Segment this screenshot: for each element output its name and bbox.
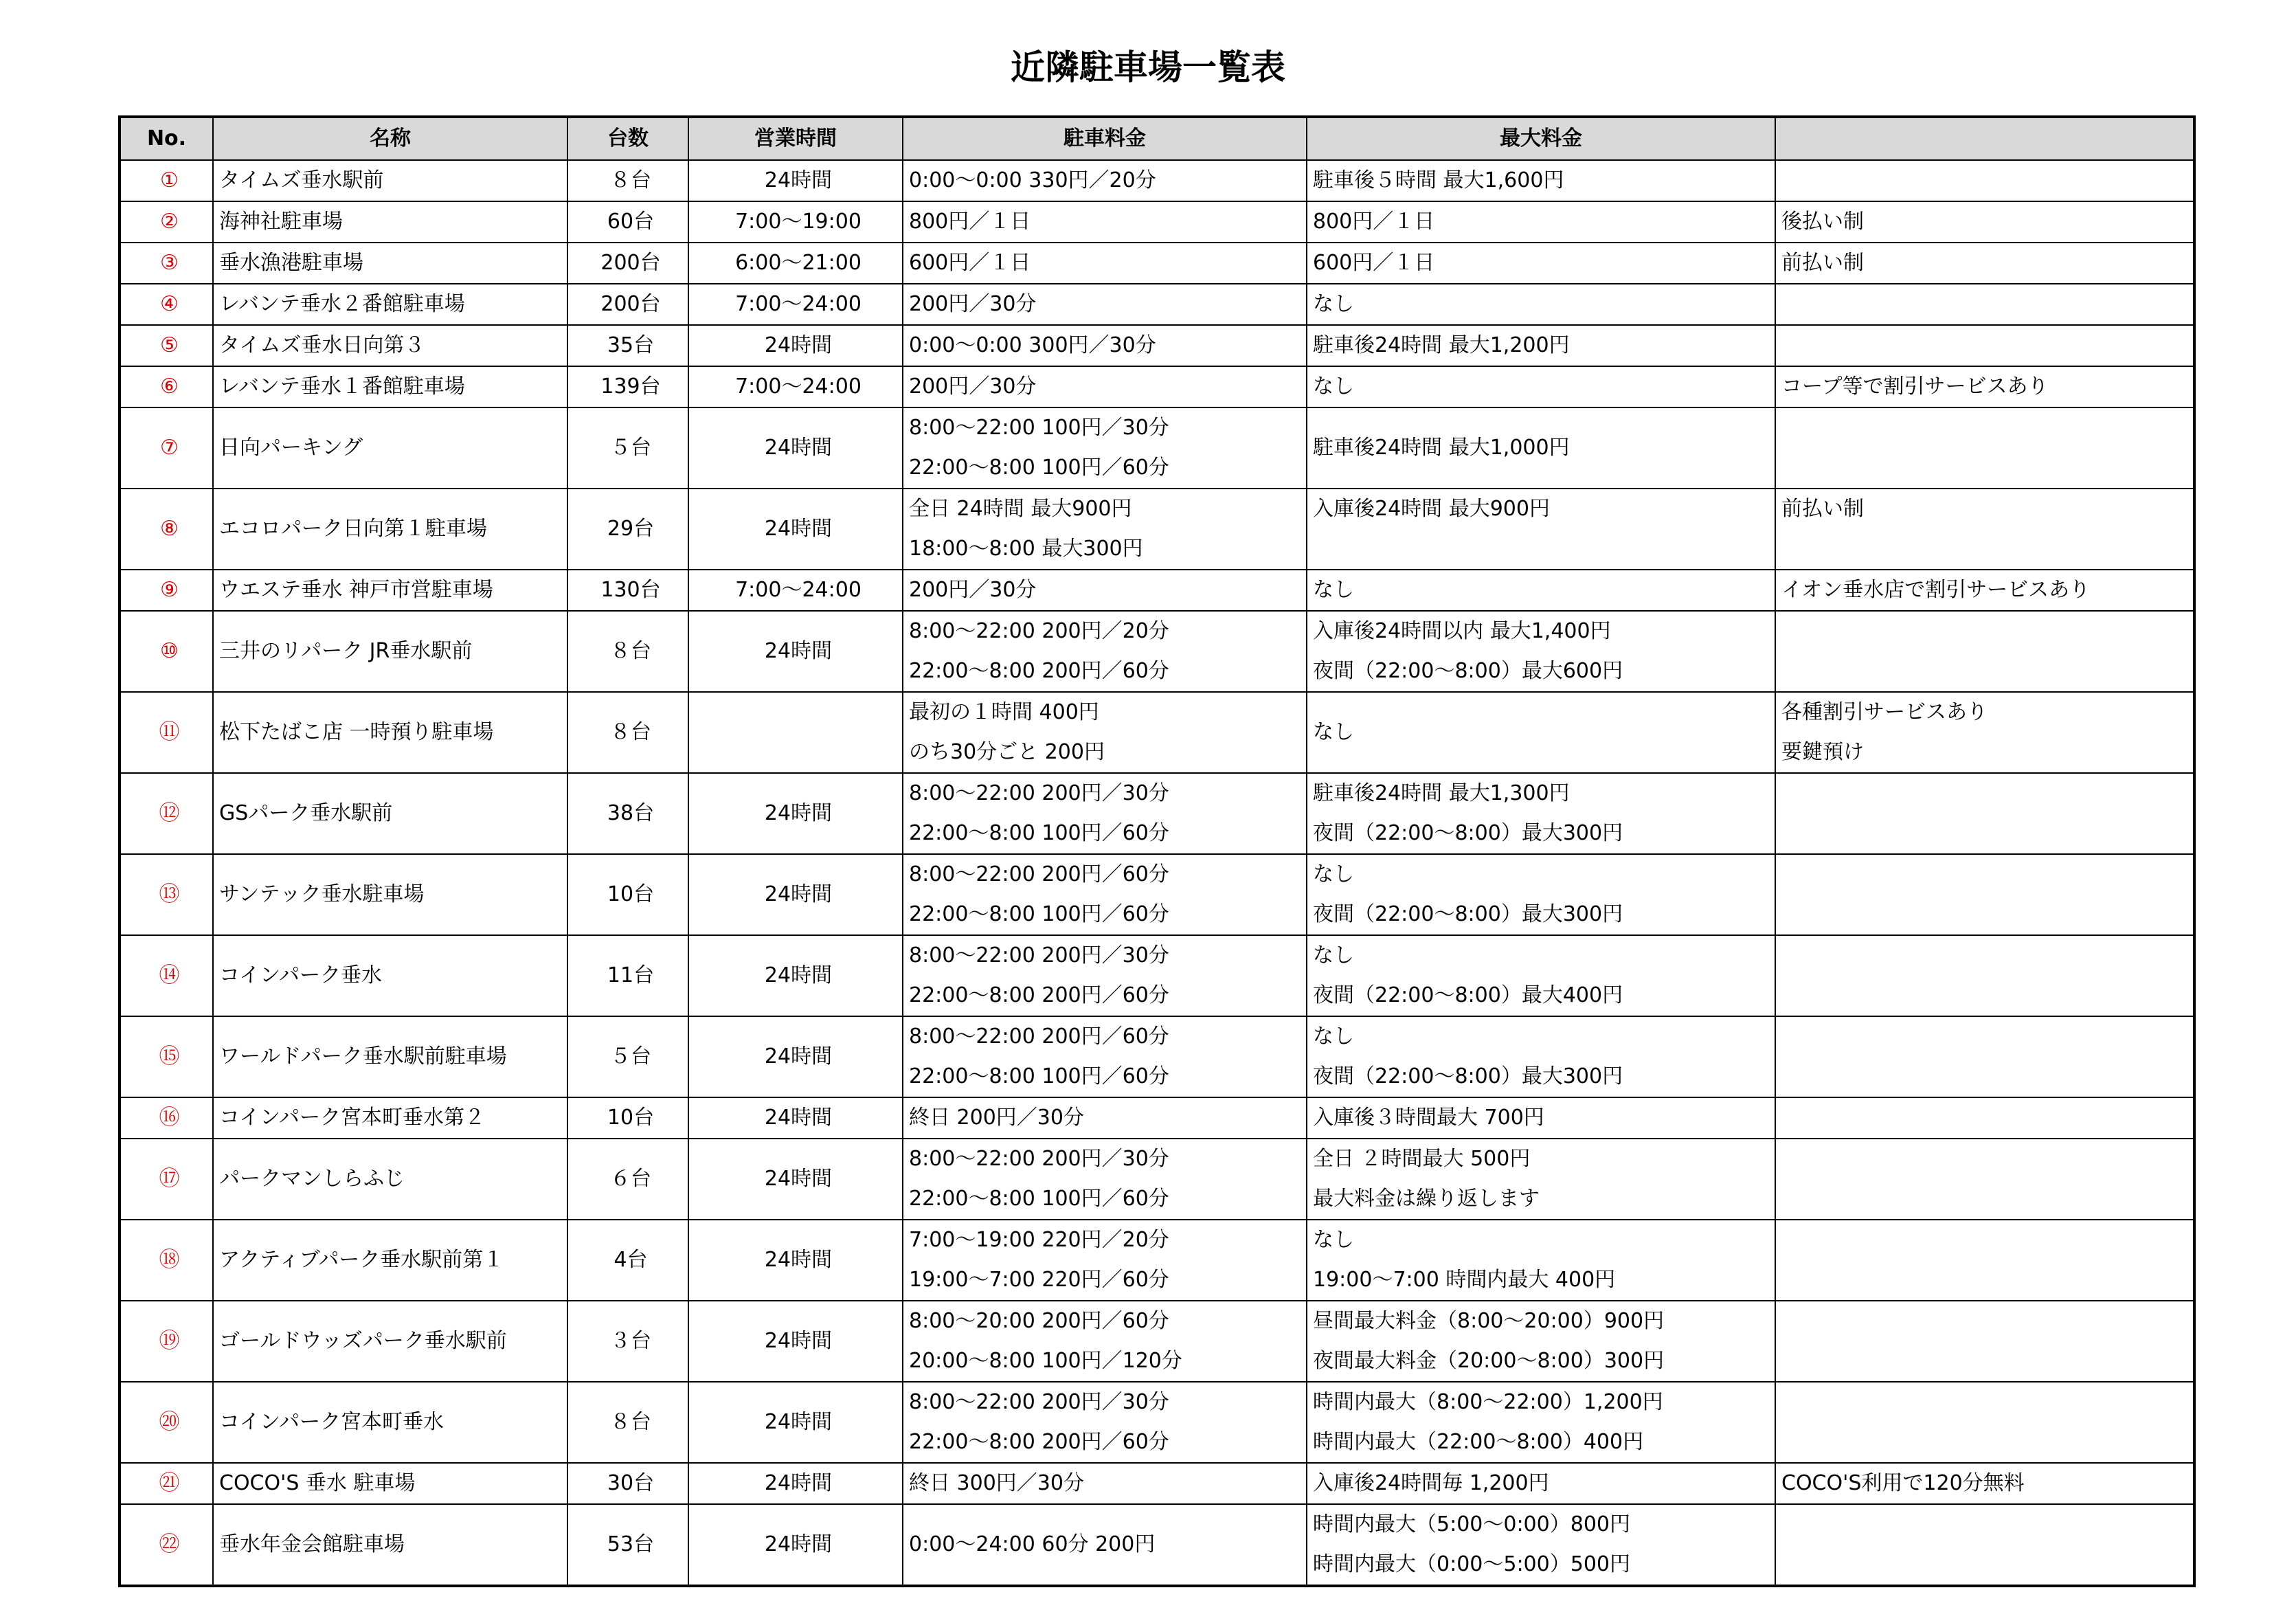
table-row bbox=[120, 201, 2194, 243]
row-number: ⑰ bbox=[120, 1139, 213, 1220]
note-line: COCO'S利用で120分無料 bbox=[1781, 1471, 2025, 1495]
parking-fee-line: 最初の１時間 400円 bbox=[909, 700, 1099, 724]
row-number: ④ bbox=[120, 284, 213, 325]
table-row bbox=[120, 570, 2194, 611]
parking-fee-line: 22:00～8:00 100円／60分 bbox=[909, 1064, 1169, 1088]
table-row bbox=[120, 692, 2194, 773]
parking-capacity: ８台 bbox=[567, 692, 688, 773]
parking-capacity: ３台 bbox=[567, 1301, 688, 1382]
parking-name: COCO'S 垂水 駐車場 bbox=[213, 1463, 567, 1504]
parking-name: コインパーク宮本町垂水 bbox=[213, 1382, 567, 1463]
parking-name: エコロパーク日向第１駐車場 bbox=[213, 489, 567, 570]
note bbox=[1775, 1097, 2194, 1139]
note-line: 各種割引サービスあり bbox=[1781, 700, 1988, 724]
max-fee bbox=[1307, 935, 1775, 1016]
parking-capacity: ６台 bbox=[567, 1139, 688, 1220]
parking-fee bbox=[903, 1463, 1307, 1504]
business-hours: 24時間 bbox=[688, 1504, 903, 1586]
business-hours: 24時間 bbox=[688, 1139, 903, 1220]
note-line: 前払い制 bbox=[1781, 497, 1864, 521]
note bbox=[1775, 1016, 2194, 1097]
note bbox=[1775, 1382, 2194, 1463]
row-number: ⑳ bbox=[120, 1382, 213, 1463]
note bbox=[1775, 1139, 2194, 1220]
parking-fee bbox=[903, 1504, 1307, 1586]
row-number: ⑪ bbox=[120, 692, 213, 773]
max-fee-line: 夜間（22:00～8:00）最大300円 bbox=[1313, 1064, 1623, 1088]
parking-fee-line: 8:00～22:00 200円／30分 bbox=[909, 781, 1169, 805]
parking-capacity: 130台 bbox=[567, 570, 688, 611]
row-number: ⑯ bbox=[120, 1097, 213, 1139]
note bbox=[1775, 1301, 2194, 1382]
row-number: ⑨ bbox=[120, 570, 213, 611]
parking-fee-line: 200円／30分 bbox=[909, 374, 1037, 399]
parking-name: 垂水年金会館駐車場 bbox=[213, 1504, 567, 1586]
table-row bbox=[120, 1016, 2194, 1097]
parking-name: 垂水漁港駐車場 bbox=[213, 243, 567, 284]
max-fee-line: 夜間（22:00～8:00）最大600円 bbox=[1313, 659, 1623, 683]
parking-fee-line: 8:00～22:00 200円／30分 bbox=[909, 1390, 1169, 1414]
note bbox=[1775, 201, 2194, 243]
business-hours: 24時間 bbox=[688, 407, 903, 489]
max-fee-line: 600円／１日 bbox=[1313, 251, 1435, 275]
business-hours: 24時間 bbox=[688, 1301, 903, 1382]
parking-fee-line: 0:00～0:00 330円／20分 bbox=[909, 168, 1156, 192]
parking-fee-line: 8:00～22:00 100円／30分 bbox=[909, 416, 1169, 440]
parking-fee-line: 22:00～8:00 100円／60分 bbox=[909, 902, 1169, 926]
parking-name: 三井のリパーク JR垂水駅前 bbox=[213, 611, 567, 692]
max-fee-line: 駐車後24時間 最大1,300円 bbox=[1313, 781, 1570, 805]
table-row bbox=[120, 243, 2194, 284]
max-fee-line: 夜間（22:00～8:00）最大300円 bbox=[1313, 821, 1623, 845]
parking-name: パークマンしらふじ bbox=[213, 1139, 567, 1220]
note bbox=[1775, 160, 2194, 201]
parking-name: 海神社駐車場 bbox=[213, 201, 567, 243]
row-number: ⑱ bbox=[120, 1220, 213, 1301]
table-row bbox=[120, 1139, 2194, 1220]
header-fee: 駐車料金 bbox=[903, 117, 1307, 160]
parking-fee-line: 22:00～8:00 100円／60分 bbox=[909, 821, 1169, 845]
parking-capacity: 200台 bbox=[567, 243, 688, 284]
parking-fee-line: 0:00～0:00 300円／30分 bbox=[909, 333, 1156, 357]
parking-capacity: ８台 bbox=[567, 1382, 688, 1463]
parking-table bbox=[118, 115, 2196, 1587]
parking-fee bbox=[903, 1097, 1307, 1139]
parking-capacity: 4台 bbox=[567, 1220, 688, 1301]
max-fee bbox=[1307, 284, 1775, 325]
table-row bbox=[120, 160, 2194, 201]
parking-fee-line: 8:00～20:00 200円／60分 bbox=[909, 1309, 1169, 1333]
business-hours: 7:00～24:00 bbox=[688, 366, 903, 407]
row-number: ① bbox=[120, 160, 213, 201]
parking-fee bbox=[903, 1220, 1307, 1301]
parking-fee bbox=[903, 325, 1307, 366]
parking-capacity: 30台 bbox=[567, 1463, 688, 1504]
table-row bbox=[120, 366, 2194, 407]
row-number: ⑲ bbox=[120, 1301, 213, 1382]
note bbox=[1775, 325, 2194, 366]
note-line: 要鍵預け bbox=[1781, 740, 1864, 764]
header-hours: 営業時間 bbox=[688, 117, 903, 160]
parking-fee-line: 200円／30分 bbox=[909, 578, 1037, 602]
header-max: 最大料金 bbox=[1307, 117, 1775, 160]
max-fee-line: なし bbox=[1313, 720, 1354, 744]
parking-capacity: ８台 bbox=[567, 160, 688, 201]
max-fee-line: 入庫後３時間最大 700円 bbox=[1313, 1106, 1544, 1130]
note bbox=[1775, 1463, 2194, 1504]
table-body bbox=[120, 160, 2194, 1586]
business-hours: 24時間 bbox=[688, 160, 903, 201]
max-fee bbox=[1307, 1139, 1775, 1220]
header-no: No. bbox=[120, 117, 213, 160]
parking-fee-line: 20:00～8:00 100円／120分 bbox=[909, 1349, 1182, 1373]
note bbox=[1775, 1220, 2194, 1301]
note bbox=[1775, 243, 2194, 284]
max-fee-line: なし bbox=[1313, 578, 1354, 602]
parking-name: サンテック垂水駐車場 bbox=[213, 854, 567, 935]
business-hours: 24時間 bbox=[688, 325, 903, 366]
row-number: ㉑ bbox=[120, 1463, 213, 1504]
parking-fee-line: 800円／１日 bbox=[909, 210, 1031, 234]
parking-fee bbox=[903, 1382, 1307, 1463]
parking-capacity: 10台 bbox=[567, 854, 688, 935]
parking-name: コインパーク宮本町垂水第２ bbox=[213, 1097, 567, 1139]
parking-fee-line: 8:00～22:00 200円／30分 bbox=[909, 943, 1169, 967]
table-row bbox=[120, 284, 2194, 325]
max-fee-line: なし bbox=[1313, 943, 1354, 967]
parking-name: アクティブパーク垂水駅前第１ bbox=[213, 1220, 567, 1301]
business-hours: 6:00～21:00 bbox=[688, 243, 903, 284]
parking-fee bbox=[903, 1016, 1307, 1097]
max-fee-line: 夜間（22:00～8:00）最大400円 bbox=[1313, 983, 1623, 1007]
business-hours: 24時間 bbox=[688, 935, 903, 1016]
parking-fee-line: 終日 300円／30分 bbox=[909, 1471, 1084, 1495]
parking-capacity: 10台 bbox=[567, 1097, 688, 1139]
table-row bbox=[120, 325, 2194, 366]
table-row bbox=[120, 1220, 2194, 1301]
parking-fee bbox=[903, 611, 1307, 692]
max-fee bbox=[1307, 243, 1775, 284]
business-hours: 24時間 bbox=[688, 489, 903, 570]
business-hours: 24時間 bbox=[688, 611, 903, 692]
max-fee bbox=[1307, 1097, 1775, 1139]
parking-name: レバンテ垂水１番館駐車場 bbox=[213, 366, 567, 407]
parking-fee-line: 0:00～24:00 60分 200円 bbox=[909, 1532, 1156, 1556]
parking-name: タイムズ垂水駅前 bbox=[213, 160, 567, 201]
max-fee-line: なし bbox=[1313, 862, 1354, 886]
max-fee-line: 入庫後24時間毎 1,200円 bbox=[1313, 1471, 1549, 1495]
max-fee bbox=[1307, 1382, 1775, 1463]
max-fee-line bbox=[1313, 529, 1775, 569]
max-fee-line: 時間内最大（0:00～5:00）500円 bbox=[1313, 1552, 1630, 1576]
parking-fee-line: 22:00～8:00 100円／60分 bbox=[909, 1187, 1169, 1211]
parking-fee-line: 200円／30分 bbox=[909, 292, 1037, 316]
parking-fee bbox=[903, 407, 1307, 489]
max-fee bbox=[1307, 366, 1775, 407]
note bbox=[1775, 854, 2194, 935]
row-number: ⑦ bbox=[120, 407, 213, 489]
business-hours: 24時間 bbox=[688, 1220, 903, 1301]
parking-capacity: 60台 bbox=[567, 201, 688, 243]
parking-fee bbox=[903, 854, 1307, 935]
parking-fee bbox=[903, 284, 1307, 325]
table-row bbox=[120, 611, 2194, 692]
max-fee bbox=[1307, 160, 1775, 201]
parking-fee-line: 全日 24時間 最大900円 bbox=[909, 497, 1132, 521]
note bbox=[1775, 489, 2194, 570]
note bbox=[1775, 284, 2194, 325]
business-hours: 24時間 bbox=[688, 773, 903, 854]
max-fee-line: 入庫後24時間 最大900円 bbox=[1313, 497, 1550, 521]
max-fee-line: なし bbox=[1313, 292, 1354, 316]
max-fee-line: 19:00～7:00 時間内最大 400円 bbox=[1313, 1268, 1616, 1292]
max-fee-line: なし bbox=[1313, 1025, 1354, 1049]
parking-fee-line: 8:00～22:00 200円／30分 bbox=[909, 1147, 1169, 1171]
parking-capacity: 38台 bbox=[567, 773, 688, 854]
parking-fee bbox=[903, 366, 1307, 407]
max-fee-line: 800円／１日 bbox=[1313, 210, 1435, 234]
max-fee bbox=[1307, 1301, 1775, 1382]
parking-fee-line: のち30分ごと 200円 bbox=[909, 740, 1105, 764]
parking-fee-line: 7:00～19:00 220円／20分 bbox=[909, 1228, 1169, 1252]
parking-fee bbox=[903, 570, 1307, 611]
row-number: ⑥ bbox=[120, 366, 213, 407]
note bbox=[1775, 692, 2194, 773]
max-fee bbox=[1307, 407, 1775, 489]
business-hours: 24時間 bbox=[688, 854, 903, 935]
parking-fee-line: 終日 200円／30分 bbox=[909, 1106, 1084, 1130]
parking-fee-line: 22:00～8:00 200円／60分 bbox=[909, 983, 1169, 1007]
max-fee bbox=[1307, 325, 1775, 366]
max-fee-line: 夜間（22:00～8:00）最大300円 bbox=[1313, 902, 1623, 926]
note bbox=[1775, 935, 2194, 1016]
max-fee bbox=[1307, 1220, 1775, 1301]
parking-fee-line: 18:00～8:00 最大300円 bbox=[909, 537, 1143, 561]
max-fee-line: 昼間最大料金（8:00～20:00）900円 bbox=[1313, 1309, 1665, 1333]
business-hours: 7:00～24:00 bbox=[688, 284, 903, 325]
header-count: 台数 bbox=[567, 117, 688, 160]
parking-name: 松下たばこ店 一時預り駐車場 bbox=[213, 692, 567, 773]
note-line bbox=[1781, 529, 2193, 569]
parking-name: コインパーク垂水 bbox=[213, 935, 567, 1016]
business-hours bbox=[688, 692, 903, 773]
note-line: 前払い制 bbox=[1781, 251, 1864, 275]
max-fee bbox=[1307, 489, 1775, 570]
business-hours: 24時間 bbox=[688, 1382, 903, 1463]
note bbox=[1775, 611, 2194, 692]
table-row bbox=[120, 935, 2194, 1016]
parking-name: ゴールドウッズパーク垂水駅前 bbox=[213, 1301, 567, 1382]
max-fee-line: 夜間最大料金（20:00～8:00）300円 bbox=[1313, 1349, 1665, 1373]
max-fee bbox=[1307, 773, 1775, 854]
max-fee-line: なし bbox=[1313, 374, 1354, 399]
max-fee bbox=[1307, 201, 1775, 243]
parking-fee bbox=[903, 1301, 1307, 1382]
parking-fee bbox=[903, 243, 1307, 284]
parking-capacity: ５台 bbox=[567, 1016, 688, 1097]
table-row bbox=[120, 1097, 2194, 1139]
note-line: イオン垂水店で割引サービスあり bbox=[1781, 578, 2091, 602]
parking-fee-line: 8:00～22:00 200円／20分 bbox=[909, 619, 1169, 643]
header-name: 名称 bbox=[213, 117, 567, 160]
parking-fee-line: 600円／１日 bbox=[909, 251, 1031, 275]
parking-fee-line: 22:00～8:00 200円／60分 bbox=[909, 1430, 1169, 1454]
max-fee bbox=[1307, 1463, 1775, 1504]
table-row bbox=[120, 1382, 2194, 1463]
parking-capacity: 139台 bbox=[567, 366, 688, 407]
parking-capacity: ５台 bbox=[567, 407, 688, 489]
table-row bbox=[120, 1504, 2194, 1586]
row-number: ② bbox=[120, 201, 213, 243]
parking-fee bbox=[903, 160, 1307, 201]
parking-capacity: 35台 bbox=[567, 325, 688, 366]
max-fee bbox=[1307, 611, 1775, 692]
parking-name: レバンテ垂水２番館駐車場 bbox=[213, 284, 567, 325]
max-fee-line: なし bbox=[1313, 1228, 1354, 1252]
table-row bbox=[120, 489, 2194, 570]
note-line: 後払い制 bbox=[1781, 210, 1864, 234]
header-row bbox=[120, 117, 2194, 160]
note bbox=[1775, 1504, 2194, 1586]
max-fee-line: 入庫後24時間以内 最大1,400円 bbox=[1313, 619, 1611, 643]
note-line: コープ等で割引サービスあり bbox=[1781, 374, 2049, 399]
note bbox=[1775, 407, 2194, 489]
note bbox=[1775, 366, 2194, 407]
parking-name: ワールドパーク垂水駅前駐車場 bbox=[213, 1016, 567, 1097]
row-number: ⑬ bbox=[120, 854, 213, 935]
max-fee bbox=[1307, 692, 1775, 773]
parking-capacity: 29台 bbox=[567, 489, 688, 570]
max-fee bbox=[1307, 570, 1775, 611]
business-hours: 24時間 bbox=[688, 1097, 903, 1139]
business-hours: 24時間 bbox=[688, 1016, 903, 1097]
max-fee-line: 駐車後24時間 最大1,000円 bbox=[1313, 436, 1570, 460]
note bbox=[1775, 570, 2194, 611]
parking-name: ウエステ垂水 神戸市営駐車場 bbox=[213, 570, 567, 611]
parking-fee-line: 8:00～22:00 200円／60分 bbox=[909, 1025, 1169, 1049]
parking-fee bbox=[903, 489, 1307, 570]
parking-fee bbox=[903, 201, 1307, 243]
business-hours: 7:00～19:00 bbox=[688, 201, 903, 243]
max-fee-line: 時間内最大（5:00～0:00）800円 bbox=[1313, 1512, 1630, 1536]
parking-fee bbox=[903, 935, 1307, 1016]
max-fee-line: 全日 ２時間最大 500円 bbox=[1313, 1147, 1531, 1171]
row-number: ⑧ bbox=[120, 489, 213, 570]
row-number: ⑭ bbox=[120, 935, 213, 1016]
parking-fee bbox=[903, 773, 1307, 854]
parking-fee bbox=[903, 1139, 1307, 1220]
parking-fee-line: 22:00～8:00 100円／60分 bbox=[909, 456, 1169, 480]
row-number: ⑮ bbox=[120, 1016, 213, 1097]
business-hours: 7:00～24:00 bbox=[688, 570, 903, 611]
parking-capacity: 200台 bbox=[567, 284, 688, 325]
parking-fee-line: 8:00～22:00 200円／60分 bbox=[909, 862, 1169, 886]
parking-capacity: 11台 bbox=[567, 935, 688, 1016]
max-fee-line: 駐車後５時間 最大1,600円 bbox=[1313, 168, 1564, 192]
row-number: ⑩ bbox=[120, 611, 213, 692]
parking-fee-line: 22:00～8:00 200円／60分 bbox=[909, 659, 1169, 683]
row-number: ⑫ bbox=[120, 773, 213, 854]
max-fee-line: 時間内最大（8:00～22:00）1,200円 bbox=[1313, 1390, 1663, 1414]
max-fee-line: 駐車後24時間 最大1,200円 bbox=[1313, 333, 1570, 357]
parking-name: 日向パーキング bbox=[213, 407, 567, 489]
row-number: ③ bbox=[120, 243, 213, 284]
table-row bbox=[120, 1301, 2194, 1382]
max-fee bbox=[1307, 1016, 1775, 1097]
parking-fee-line: 19:00～7:00 220円／60分 bbox=[909, 1268, 1169, 1292]
parking-name: GSパーク垂水駅前 bbox=[213, 773, 567, 854]
max-fee-line: 最大料金は繰り返します bbox=[1313, 1187, 1540, 1211]
business-hours: 24時間 bbox=[688, 1463, 903, 1504]
header-note bbox=[1775, 117, 2194, 160]
max-fee bbox=[1307, 854, 1775, 935]
row-number: ㉒ bbox=[120, 1504, 213, 1586]
note bbox=[1775, 773, 2194, 854]
table-row bbox=[120, 1463, 2194, 1504]
max-fee-line: 時間内最大（22:00～8:00）400円 bbox=[1313, 1430, 1644, 1454]
parking-fee bbox=[903, 692, 1307, 773]
page-title: 近隣駐車場一覧表 bbox=[1011, 47, 1285, 87]
table-row bbox=[120, 407, 2194, 489]
row-number: ⑤ bbox=[120, 325, 213, 366]
table-row bbox=[120, 854, 2194, 935]
table-row bbox=[120, 773, 2194, 854]
parking-capacity: ８台 bbox=[567, 611, 688, 692]
parking-capacity: 53台 bbox=[567, 1504, 688, 1586]
max-fee bbox=[1307, 1504, 1775, 1586]
parking-name: タイムズ垂水日向第３ bbox=[213, 325, 567, 366]
